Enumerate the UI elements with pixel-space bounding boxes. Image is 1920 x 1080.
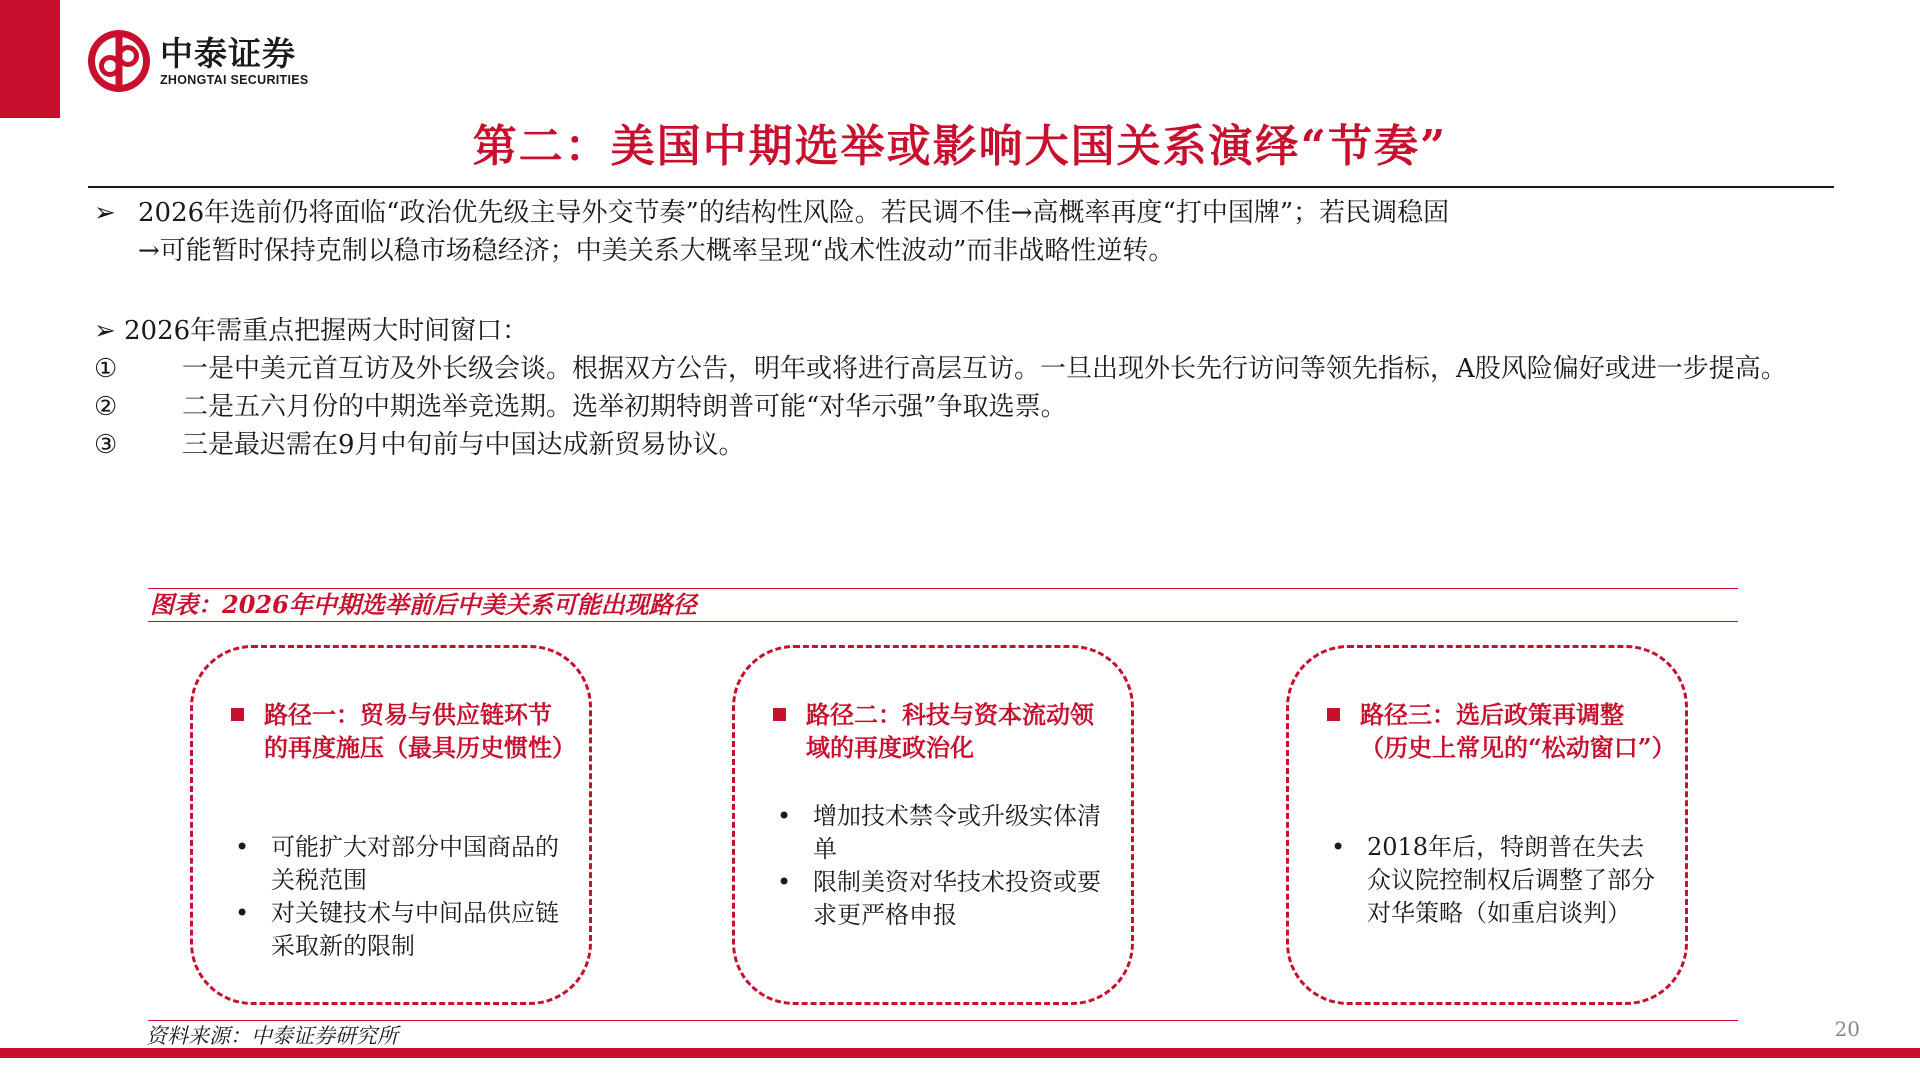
list-item: • 2018年后，特朗普在失去众议院控制权后调整了部分对华策略（如重启谈判）: [1327, 831, 1663, 930]
window-item-3: 三是最迟需在9月中旬前与中国达成新贸易协议。: [182, 430, 745, 460]
square-bullet-icon: [773, 708, 786, 721]
paragraph-risk: [94, 194, 1824, 270]
circled-number: ②: [94, 392, 118, 422]
logo-chinese-name: 中泰证券: [160, 34, 296, 73]
bullet-dot-icon: •: [1331, 833, 1346, 861]
path-card-title: 路径二：科技与资本流动领域的再度政治化: [773, 698, 1111, 764]
company-logo: [86, 28, 309, 94]
source-note: 资料来源：中泰证券研究所: [146, 1024, 398, 1048]
circled-number: ③: [94, 430, 118, 460]
paragraph-windows: [94, 312, 1824, 464]
path-card-2: [732, 645, 1134, 1005]
windows-heading: 2026年需重点把握两大时间窗口：: [124, 316, 529, 346]
path-card-points: [1327, 831, 1663, 930]
zhongtai-logo-icon: [86, 28, 152, 94]
window-item-2: 二是五六月份的中期选举竞选期。选举初期特朗普可能“对华示强”争取选票。: [182, 392, 1067, 422]
path-card-points: [773, 800, 1109, 932]
arrow-bullet-icon: ➢: [94, 198, 116, 228]
page-number: 20: [1834, 1017, 1860, 1041]
list-item: • 对关键技术与中间品供应链采取新的限制: [231, 897, 567, 963]
square-bullet-icon: [1327, 708, 1340, 721]
caption-bottom-rule: [148, 621, 1738, 622]
title-divider: [88, 186, 1834, 188]
footer-bar: [0, 1048, 1920, 1058]
circled-number: ①: [94, 354, 118, 384]
path-card-title: 路径一：贸易与供应链环节的再度施压（最具历史惯性）: [231, 698, 569, 764]
list-item: • 增加技术禁令或升级实体清单: [773, 800, 1109, 866]
bullet-dot-icon: •: [235, 899, 250, 927]
square-bullet-icon: [231, 708, 244, 721]
path-card-1: [190, 645, 592, 1005]
list-item: • 可能扩大对部分中国商品的关税范围: [231, 831, 567, 897]
paragraph-risk-line2: →可能暂时保持克制以稳市场稳经济；中美关系大概率呈现“战术性波动”而非战略性逆转。: [138, 236, 1175, 266]
logo-english-name: ZHONGTAI SECURITIES: [160, 73, 309, 87]
slide-title: 第二：美国中期选举或影响大国关系演绎“节奏”: [472, 121, 1448, 172]
paragraph-risk-line1: 2026年选前仍将面临“政治优先级主导外交节奏”的结构性风险。若民调不佳→高概率再度“打中国牌”；若民调稳固: [138, 198, 1450, 228]
caption-top-rule: [148, 588, 1738, 589]
bullet-dot-icon: •: [235, 833, 250, 861]
arrow-bullet-icon: ➢: [94, 316, 116, 346]
path-card-title: 路径三：选后政策再调整（历史上常见的“松动窗口”）: [1327, 698, 1665, 764]
bullet-dot-icon: •: [777, 868, 792, 896]
window-item-1: 一是中美元首互访及外长级会谈。根据双方公告，明年或将进行高层互访。一旦出现外长先行访问等领先指标，A股风险偏好或进一步提高。: [182, 354, 1787, 384]
list-item: • 限制美资对华技术投资或要求更严格申报: [773, 866, 1109, 932]
bullet-dot-icon: •: [777, 802, 792, 830]
figure-caption: 图表：2026年中期选举前后中美关系可能出现路径: [150, 590, 697, 619]
path-card-3: [1286, 645, 1688, 1005]
brand-corner-bar: [0, 0, 60, 118]
path-card-points: [231, 831, 567, 963]
